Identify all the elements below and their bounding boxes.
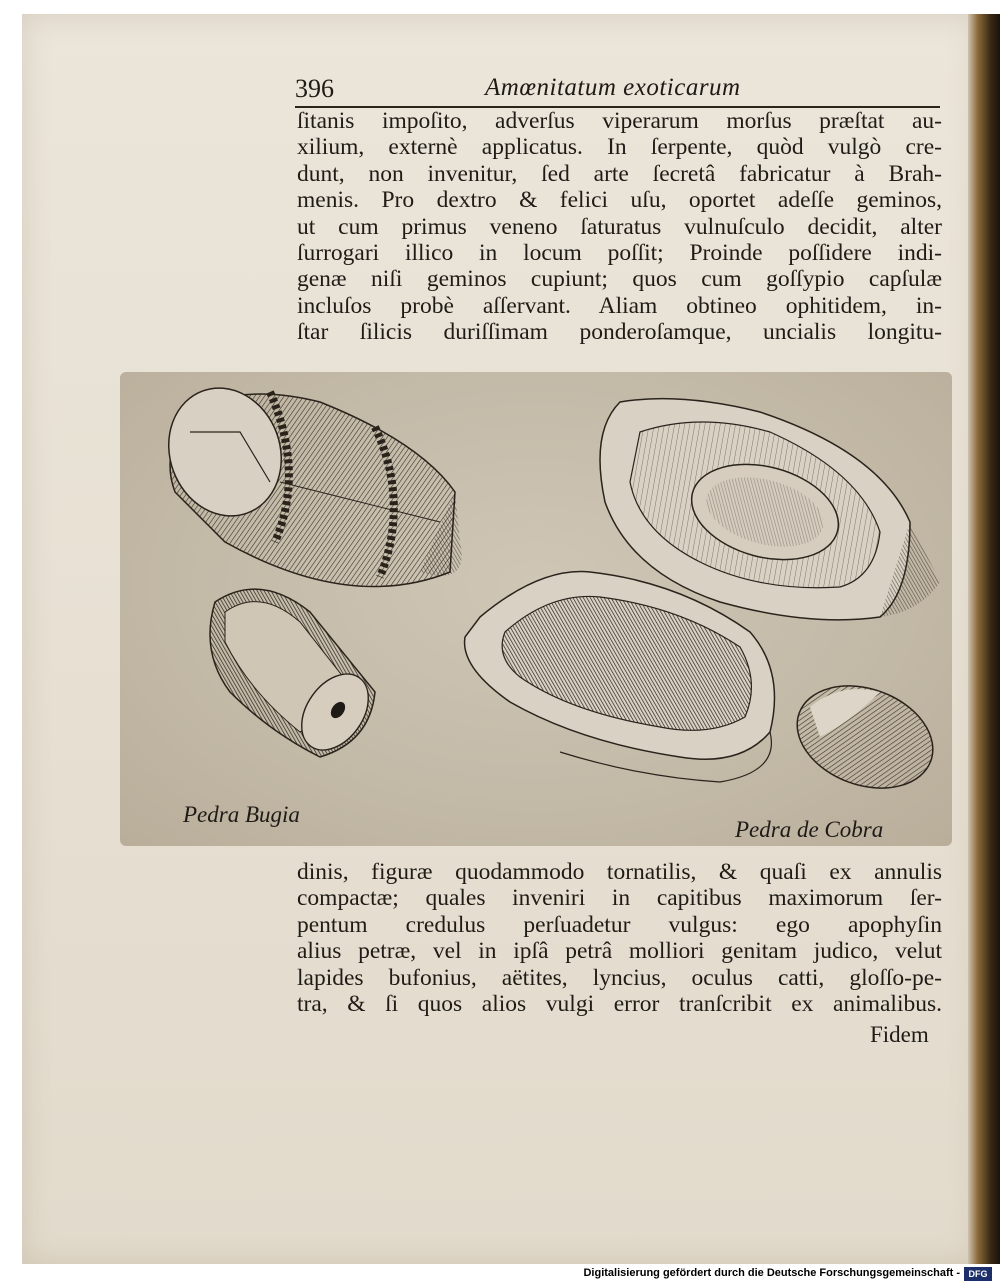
ring-stone	[210, 589, 382, 762]
text-line: ſurrogari illico in locum poſſit; Proinde poſſidere indi-	[297, 239, 942, 266]
small-oval-stone	[783, 668, 947, 806]
book-binding-edge	[968, 14, 1000, 1264]
text-line: compactæ; quales inveniri in capitibus maximorum ſer-	[297, 885, 942, 912]
running-title: Amœnitatum exoticarum	[485, 74, 741, 101]
text-line: menis. Pro dextro & felici uſu, oportet adeſſe geminos,	[297, 187, 942, 214]
engraving-plate	[120, 372, 952, 846]
barrel-stone	[151, 372, 462, 586]
plate-caption-right: Pedra de Cobra	[735, 817, 884, 842]
engraving-illustration	[120, 372, 952, 846]
body-text-bottom	[297, 859, 942, 1017]
plate-caption-left: Pedra Bugia	[183, 802, 300, 827]
text-line: tra, & ſi quos alios vulgi error tranſcribit ex animalibus.	[297, 990, 942, 1017]
text-line: dinis, figuræ quodammodo tornatilis, & quaſi ex annulis	[297, 859, 942, 885]
text-line: ſitanis impoſito, adverſus viperarum morſus præſtat au-	[297, 108, 942, 134]
text-line: incluſos probè aſſervant. Aliam obtineo ophitidem, in-	[297, 292, 942, 319]
text-line: genæ niſi geminos cupiunt; quos cum goſſypio capſulæ	[297, 266, 942, 293]
footer-credit: Digitalisierung gefördert durch die Deutsche Forschungsgemeinschaft -	[583, 1267, 960, 1279]
text-line: ſtar ſilicis duriſſimam ponderoſamque, uncialis longitu-	[297, 319, 942, 346]
catchword: Fidem	[870, 1022, 929, 1047]
text-line: lapides bufonius, aëtites, lyncius, oculus catti, gloſſo-pe-	[297, 964, 942, 991]
text-line: dunt, non invenitur, ſed arte ſecretâ fabricatur à Brah-	[297, 160, 942, 187]
dfg-logo-icon: DFG	[964, 1267, 992, 1281]
running-head	[295, 70, 940, 110]
text-line: alius petræ, vel in ipſâ petrâ molliori genitam judico, velut	[297, 938, 942, 965]
page-number: 396	[295, 74, 334, 103]
digitization-footer	[0, 1264, 1000, 1285]
text-line: pentum credulus perſuadetur vulgus: ego apophyſin	[297, 911, 942, 938]
body-text-top	[297, 108, 942, 346]
text-line: xilium, externè applicatus. In ſerpente, quòd vulgò cre-	[297, 134, 942, 161]
text-line: ut cum primus veneno ſaturatus vulnuſculo decidit, alter	[297, 213, 942, 240]
